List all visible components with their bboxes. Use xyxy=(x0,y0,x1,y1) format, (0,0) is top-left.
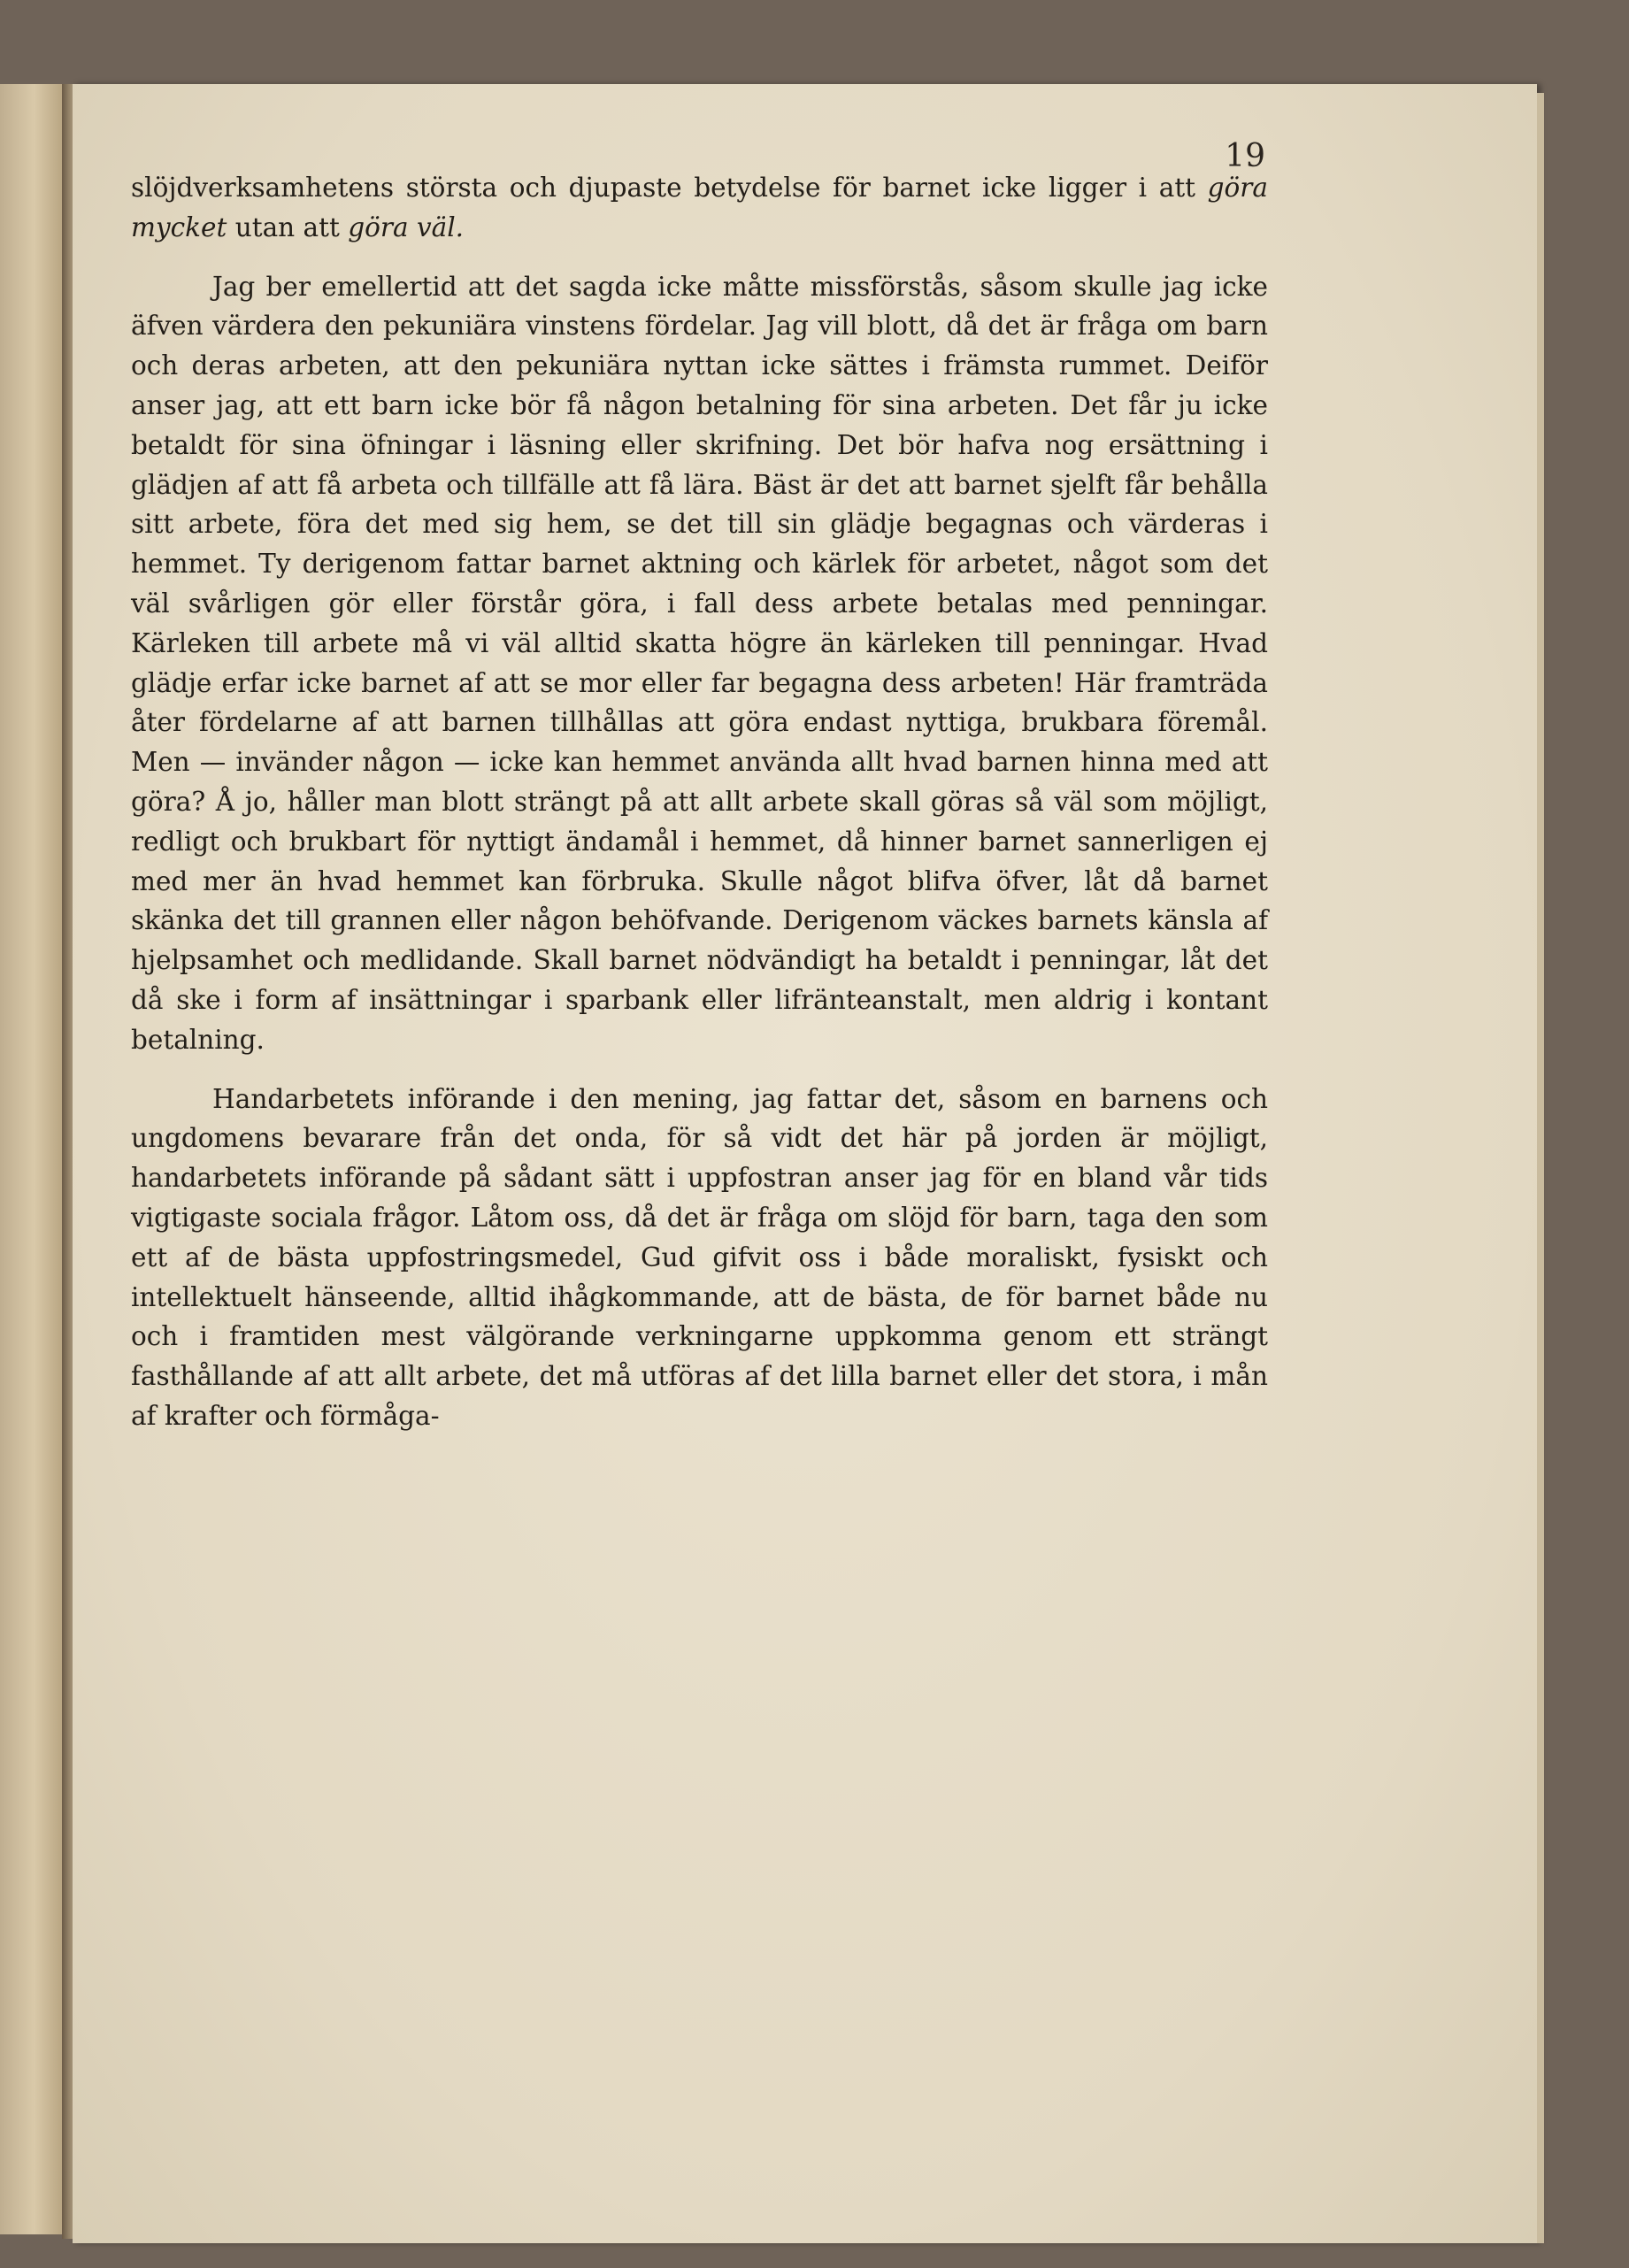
paragraph xyxy=(131,1080,1268,1436)
previous-page-edge xyxy=(0,84,64,2234)
text-run: Handarbetets införande i den mening, jag fattar det, såsom en barnens och ungdomens bevarare från det onda, för så vidt det här på jorden är möjligt, handarbetets införande på sådant sätt i uppfostran anser jag för en bland vår tids vigtigaste sociala frågor. Låtom oss, då det är fråga om slöjd för barn, taga den som ett af de bästa uppfostringsmedel, Gud gifvit oss i både moraliskt, fysiskt och intellektuelt hänseende, alltid ihågkommande, att de bästa, de för barnet både nu och i framtiden mest välgörande verkningarne uppkomma genom ett strängt fasthållande af att allt arbete, det må utföras af det lilla barnet eller det stora, i mån af krafter och förmåga- xyxy=(131,1083,1268,1431)
italic-text-run: göra mycket xyxy=(131,173,1268,242)
page-edge xyxy=(1537,93,1544,2243)
paragraph xyxy=(131,168,1268,248)
body-text xyxy=(131,168,1268,1436)
text-run: slöjdverksamhetens största och djupaste betydelse för barnet icke ligger i att xyxy=(131,173,1208,203)
text-run: utan att xyxy=(227,211,349,242)
paragraph xyxy=(131,267,1268,1060)
book-spine xyxy=(62,84,73,2239)
text-run: Jag ber emellertid att det sagda icke måtte missförstås, såsom skulle jag icke äfven värdera den pekuniära vinstens fördelar. Jag vill blott, då det är fråga om barn och deras arbeten, att den pekuniära nyttan icke sättes i främsta rummet. Deiför anser jag, att ett barn icke bör få någon betalning för sina arbeten. Det får ju icke betaldt för sina öfningar i läsning eller skrifning. Det bör hafva nog ersättning i glädjen af att få arbeta och tillfälle att få lära. Bäst är det att barnet sjelft får behålla sitt arbete, föra det med sig hem, se det till sin glädje begagnas och värderas i hemmet. Ty derigenom fattar barnet aktning och kärlek för arbetet, något som det väl svårligen gör eller förstår göra, i fall dess arbete betalas med penningar. Kärleken till arbete må vi väl alltid skatta högre än kärleken till penningar. Hvad glädje erfar icke barnet af att se mor eller far begagna dess arbeten! Här framträda åter fördelarne af att barnen tillhållas att göra endast nyttiga, brukbara föremål. Men — invänder någon — icke kan hemmet använda allt hvad barnen hinna med att göra? Å jo, håller man blott strängt på att allt arbete skall göras så väl som möjligt, redligt och brukbart för nyttigt ändamål i hemmet, då hinner barnet sannerligen ej med mer än hvad hemmet kan förbruka. Skulle något blifva öfver, låt då barnet skänka det till grannen eller någon behöfvande. Derigenom väckes barnets känsla af hjelpsamhet och medlidande. Skall barnet nödvändigt ha betaldt i penningar, låt det då ske i form af insättningar i sparbank eller lifränteanstalt, men aldrig i kontant betalning. xyxy=(131,271,1268,1055)
italic-text-run: göra väl. xyxy=(348,211,465,242)
page-number: 19 xyxy=(1225,138,1265,174)
